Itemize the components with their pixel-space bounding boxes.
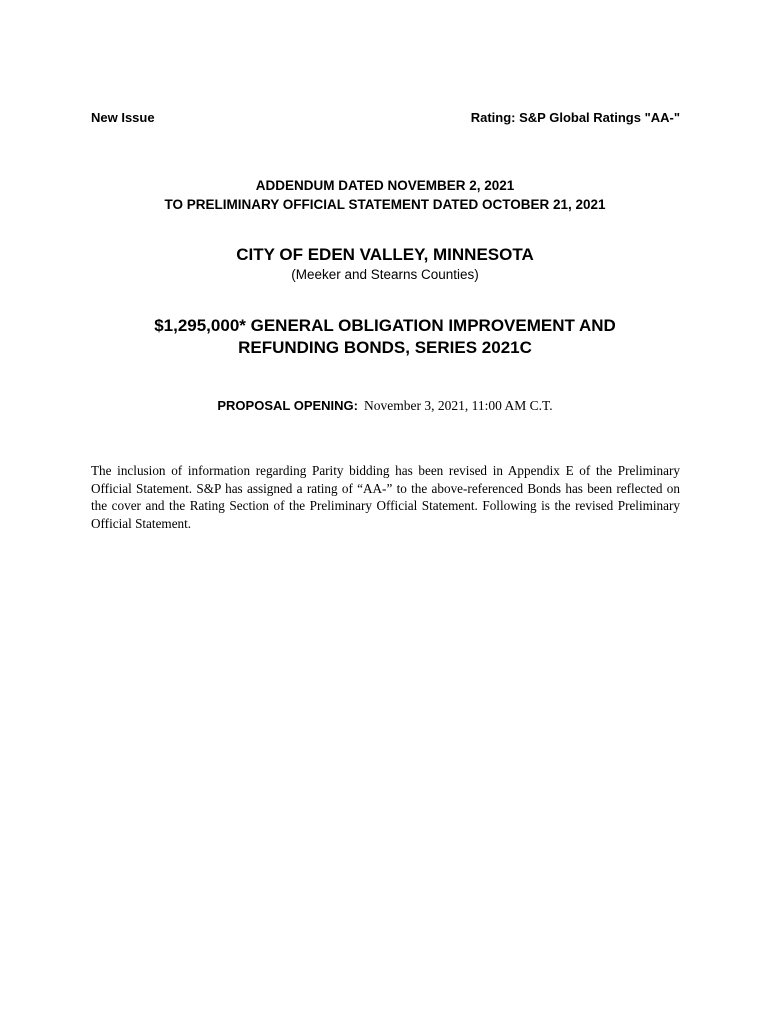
- proposal-opening-label: PROPOSAL OPENING:: [217, 398, 358, 413]
- bond-title-line-2: REFUNDING BONDS, SERIES 2021C: [238, 338, 532, 357]
- issuer-name: CITY OF EDEN VALLEY, MINNESOTA: [236, 245, 534, 264]
- addendum-line-2: TO PRELIMINARY OFFICIAL STATEMENT DATED OCTOBER 21, 2021: [164, 197, 606, 212]
- body-paragraph: The inclusion of information regarding Parity bidding has been revised in Appendix E of the Preliminary Official Statement. S&P has assigned a rating of “AA-” to the above-referenced Bonds has been reflected on the cover and the Rating Section of the Preliminary Official Statement. Following is the revised Preliminary Official Statement.: [91, 463, 680, 531]
- issuer-counties: (Meeker and Stearns Counties): [291, 267, 479, 282]
- addendum-line-1: ADDENDUM DATED NOVEMBER 2, 2021: [255, 178, 515, 193]
- bond-title: [0, 315, 770, 359]
- addendum-heading: [0, 176, 770, 214]
- proposal-opening-value: November 3, 2021, 11:00 AM C.T.: [364, 398, 553, 413]
- issuer-block: [0, 244, 770, 284]
- proposal-opening: [0, 398, 770, 414]
- bond-title-line-1: $1,295,000* GENERAL OBLIGATION IMPROVEMENT AND: [154, 316, 616, 335]
- rating-label: Rating: S&P Global Ratings "AA-": [470, 110, 680, 125]
- issue-type-label: New Issue: [91, 110, 155, 125]
